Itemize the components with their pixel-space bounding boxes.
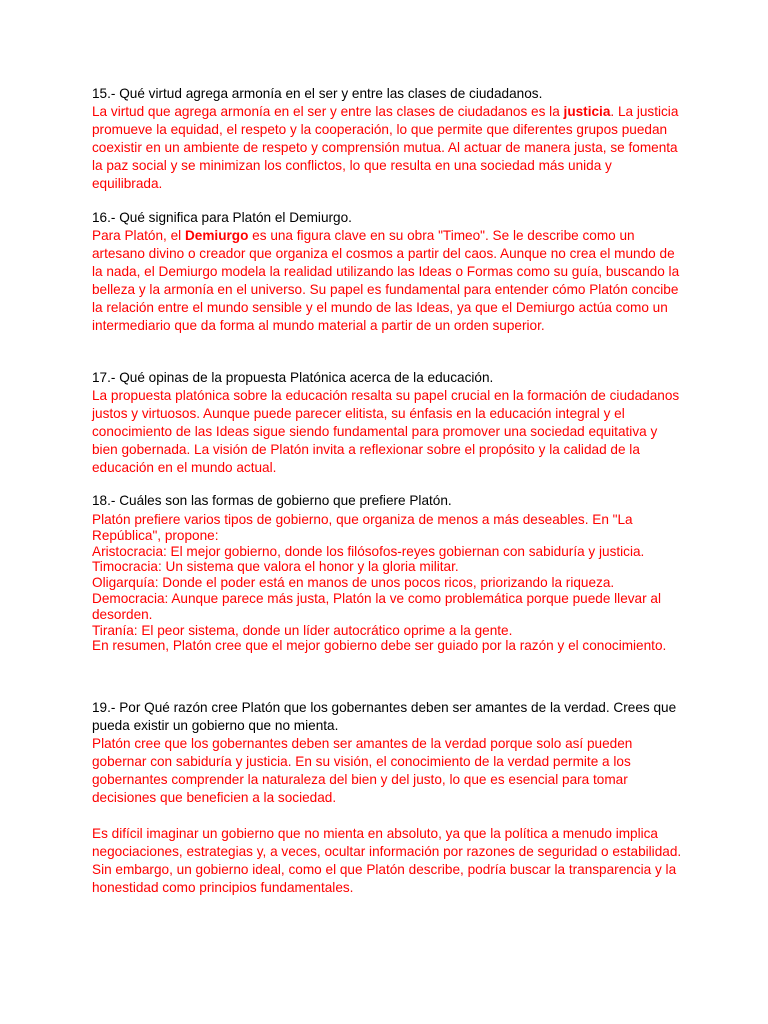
question-16-block [92, 209, 682, 335]
answer-15-pre: La virtud que agrega armonía en el ser y entre las clases de ciudadanos es la [92, 104, 564, 119]
question-15-text: 15.- Qué virtud agrega armonía en el ser y entre las clases de ciudadanos. [92, 86, 543, 101]
answer-18-line: Platón prefiere varios tipos de gobierno, que organiza de menos a más deseables. En "La República", propone: [92, 512, 633, 543]
answer-18-list [92, 512, 682, 654]
question-17-text: 17.- Qué opinas de la propuesta Platónica acerca de la educación. [92, 370, 494, 385]
answer-18-line: Aristocracia: El mejor gobierno, donde los filósofos-reyes gobiernan con sabiduría y justicia. [92, 543, 645, 559]
answer-18-line: Tiranía: El peor sistema, donde un líder autocrático oprime a la gente. [92, 622, 513, 638]
answer-19-paragraph-1: Platón cree que los gobernantes deben ser amantes de la verdad porque solo así pueden gobernar con sabiduría y justicia. En su visión, el conocimiento de la verdad permite a los gobernantes comprender la naturaleza del bien y del justo, lo que es esencial para tomar decisiones que beneficien a la sociedad. [92, 736, 633, 805]
question-19-block [92, 699, 682, 897]
answer-19-paragraph-2: Es difícil imaginar un gobierno que no mienta en absoluto, ya que la política a menudo implica negociaciones, estrategias y, a veces, ocultar información por razones de seguridad o estabilidad. Sin embargo, un gobierno ideal, como el que Platón describe, podría buscar la transparencia y la honestidad como principios fundamentales. [92, 826, 682, 895]
question-16-text: 16.- Qué significa para Platón el Demiurgo. [92, 210, 352, 225]
answer-15-post: . La justicia promueve la equidad, el respeto y la cooperación, lo que permite que diferentes grupos puedan coexistir en un ambiente de respeto y comprensión mutua. Al actuar de manera justa, se fomenta la paz social y se minimizan los conflictos, lo que resulta en una sociedad más unida y equilibrada. [92, 104, 679, 191]
answer-18-line: Oligarquía: Donde el poder está en manos de unos pocos ricos, priorizando la riqueza. [92, 575, 615, 591]
answer-18-line: Timocracia: Un sistema que valora el honor y la gloria militar. [92, 559, 459, 575]
question-19-text: 19.- Por Qué razón cree Platón que los gobernantes deben ser amantes de la verdad. Crees que pueda existir un gobierno que no mienta. [92, 700, 677, 733]
answer-15-bold: justicia [563, 104, 611, 119]
question-18-block [92, 492, 682, 654]
answer-17-text: La propuesta platónica sobre la educación resalta su papel crucial en la formación de ciudadanos justos y virtuosos. Aunque puede parecer elitista, su énfasis en la educación integral y el conocimiento de las Ideas sigue siendo fundamental para promover una sociedad equitativa y bien gobernada. La visión de Platón invita a reflexionar sobre el propósito y la calidad de la educación en el mundo actual. [92, 388, 680, 475]
question-15-block [92, 85, 682, 193]
answer-16-bold: Demiurgo [184, 228, 249, 243]
answer-16-pre: Para Platón, el [92, 228, 185, 243]
answer-16-post: es una figura clave en su obra "Timeo". Se le describe como un artesano divino o creador que organiza el cosmos a partir del caos. Aunque no crea el mundo de la nada, el Demiurgo modela la realidad utilizando las Ideas o Formas como su guía, buscando la belleza y la armonía en el universo. Su papel es fundamental para entender cómo Platón concibe la relación entre el mundo sensible y el mundo de las Ideas, ya que el Demiurgo actúa como un intermediario que da forma al mundo material a partir de un orden superior. [92, 228, 680, 333]
question-17-block [92, 369, 682, 477]
answer-16-text [92, 227, 682, 335]
answer-15-text [92, 103, 682, 193]
answer-18-line: En resumen, Platón cree que el mejor gobierno debe ser guiado por la razón y el conocimiento. [92, 638, 667, 654]
answer-18-line: Democracia: Aunque parece más justa, Platón la ve como problemática porque puede llevar al desorden. [92, 590, 661, 622]
question-18-text: 18.- Cuáles son las formas de gobierno que prefiere Platón. [92, 493, 452, 508]
